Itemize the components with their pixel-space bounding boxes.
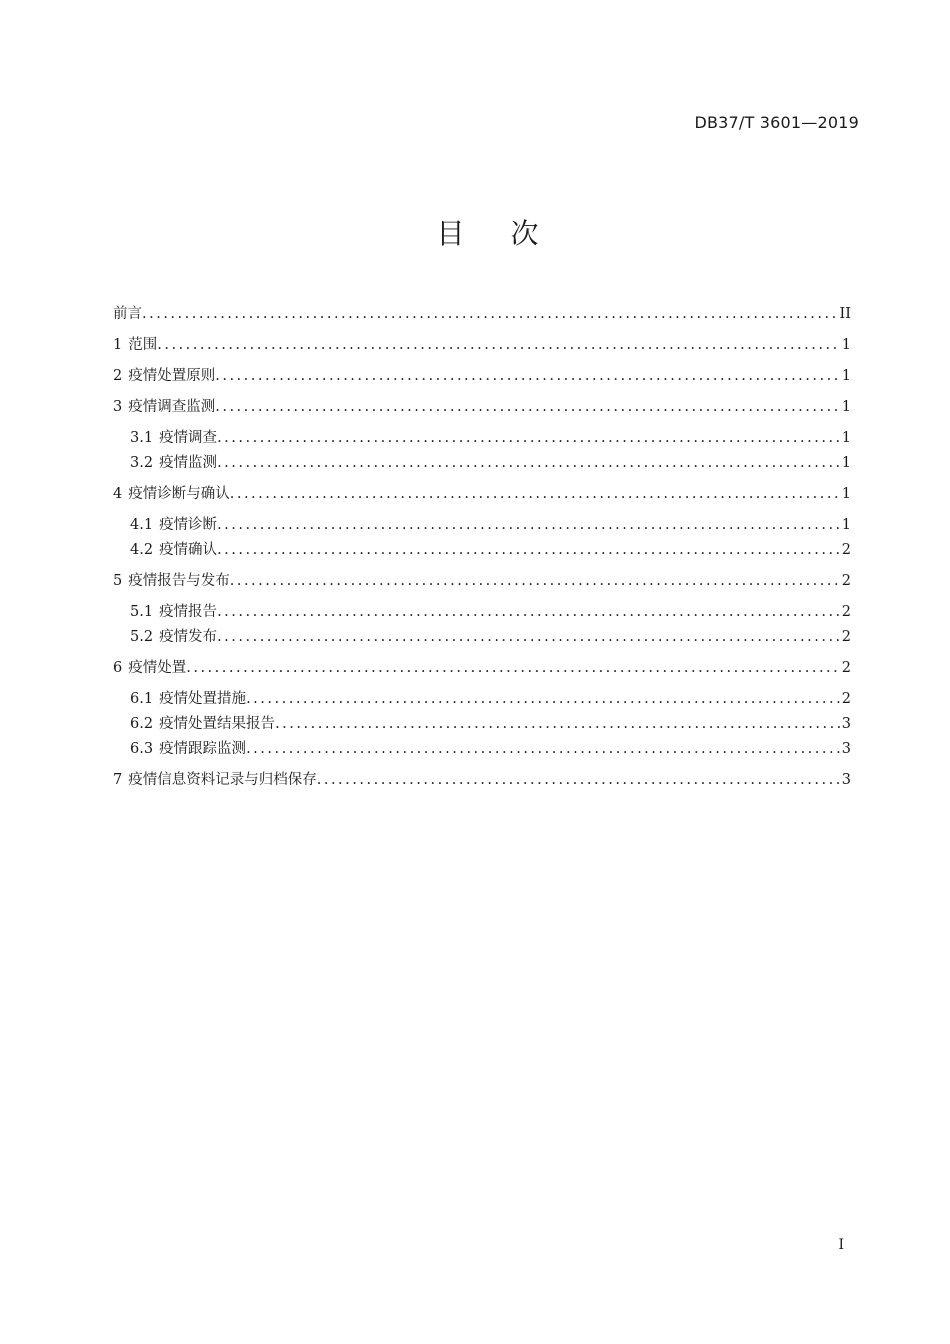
toc-entry[interactable]	[113, 484, 851, 504]
toc-entry-number: 6.3	[130, 741, 154, 757]
toc-entry[interactable]	[113, 571, 851, 591]
toc-entry-title: 疫情处置结果报告	[159, 716, 276, 732]
toc-entry-number: 5.1	[130, 604, 154, 620]
toc-entry-number: 6.1	[130, 691, 154, 707]
standard-code: DB37/T 3601—2019	[694, 113, 859, 132]
toc-entry-title: 疫情跟踪监测	[159, 741, 247, 757]
toc-entry-page: 2	[841, 604, 851, 620]
toc-entry-page: 2	[841, 629, 851, 645]
toc-dot-leader	[246, 689, 840, 709]
toc-entry[interactable]	[130, 428, 851, 448]
toc-entry-number: 4	[113, 486, 123, 502]
toc-dot-leader	[217, 602, 840, 622]
toc-entry-number: 4.2	[130, 542, 154, 558]
toc-dot-leader	[186, 658, 840, 678]
toc-entry[interactable]	[113, 658, 851, 678]
toc-entry-page: II	[839, 306, 851, 322]
toc-dot-leader	[217, 515, 840, 535]
toc-entry-title: 疫情处置	[128, 660, 187, 676]
toc-entry-page: 1	[841, 368, 851, 384]
toc-entry[interactable]	[130, 714, 851, 734]
title-char-2: 次	[510, 217, 539, 250]
toc-entry[interactable]	[130, 627, 851, 647]
toc-entry-number: 2	[113, 368, 123, 384]
toc-entry-title: 范围	[128, 337, 158, 353]
toc-entry[interactable]	[130, 602, 851, 622]
toc-entry[interactable]	[130, 515, 851, 535]
toc-entry-number: 3.2	[130, 455, 154, 471]
toc-dot-leader	[230, 484, 840, 504]
toc-entry-title: 疫情信息资料记录与归档保存	[128, 772, 317, 788]
toc-entry-number: 5	[113, 573, 123, 589]
toc-dot-leader	[230, 571, 840, 591]
toc-entry[interactable]	[113, 397, 851, 417]
page-title	[0, 212, 950, 252]
toc-entry-title: 疫情报告与发布	[128, 573, 230, 589]
toc-entry-number: 3	[113, 399, 123, 415]
toc-entry-number: 6	[113, 660, 123, 676]
page-number: I	[838, 1237, 844, 1253]
toc-entry-number: 5.2	[130, 629, 154, 645]
toc-entry-page: 3	[841, 772, 851, 788]
toc-entry-page: 3	[841, 716, 851, 732]
toc-entry-title: 疫情调查	[159, 430, 218, 446]
toc-dot-leader	[217, 627, 840, 647]
toc-entry-title: 疫情诊断	[159, 517, 218, 533]
toc-entry[interactable]	[113, 304, 851, 324]
toc-entry-page: 1	[841, 430, 851, 446]
toc-entry-page: 1	[841, 455, 851, 471]
toc-entry-page: 2	[841, 542, 851, 558]
toc-entry[interactable]	[130, 689, 851, 709]
toc-entry[interactable]	[130, 739, 851, 759]
toc-entry[interactable]	[113, 366, 851, 386]
toc-entry-page: 1	[841, 399, 851, 415]
toc-dot-leader	[275, 714, 840, 734]
toc-dot-leader	[246, 739, 840, 759]
title-char-1: 目	[436, 217, 465, 250]
toc-entry[interactable]	[113, 335, 851, 355]
toc-dot-leader	[215, 397, 840, 417]
toc-dot-leader	[215, 366, 840, 386]
toc-entry-page: 2	[841, 573, 851, 589]
toc-entry-page: 1	[841, 517, 851, 533]
toc-entry-page: 1	[841, 337, 851, 353]
toc-entry-number: 3.1	[130, 430, 154, 446]
toc-entry-page: 3	[841, 741, 851, 757]
toc-entry-title: 前言	[113, 306, 142, 322]
toc-dot-leader	[142, 304, 838, 324]
toc-entry[interactable]	[113, 770, 851, 790]
toc-entry-title: 疫情确认	[159, 542, 218, 558]
toc-dot-leader	[217, 453, 840, 473]
toc-entry-number: 4.1	[130, 517, 154, 533]
toc-entry-title: 疫情调查监测	[128, 399, 216, 415]
toc-entry-title: 疫情监测	[159, 455, 218, 471]
toc-dot-leader	[217, 428, 840, 448]
toc-entry-title: 疫情诊断与确认	[128, 486, 230, 502]
toc-entry[interactable]	[130, 540, 851, 560]
toc-entry-title: 疫情报告	[159, 604, 218, 620]
toc-entry-title: 疫情处置原则	[128, 368, 216, 384]
toc-entry-title: 疫情处置措施	[159, 691, 247, 707]
toc-dot-leader	[157, 335, 840, 355]
toc-dot-leader	[317, 770, 840, 790]
toc-entry-number: 6.2	[130, 716, 154, 732]
toc-entry-number: 1	[113, 337, 123, 353]
toc-entry-page: 2	[841, 691, 851, 707]
toc-entry-number: 7	[113, 772, 123, 788]
toc-entry-page: 1	[841, 486, 851, 502]
toc-entry[interactable]	[130, 453, 851, 473]
toc-entry-page: 2	[841, 660, 851, 676]
toc-dot-leader	[217, 540, 840, 560]
toc-entry-title: 疫情发布	[159, 629, 218, 645]
